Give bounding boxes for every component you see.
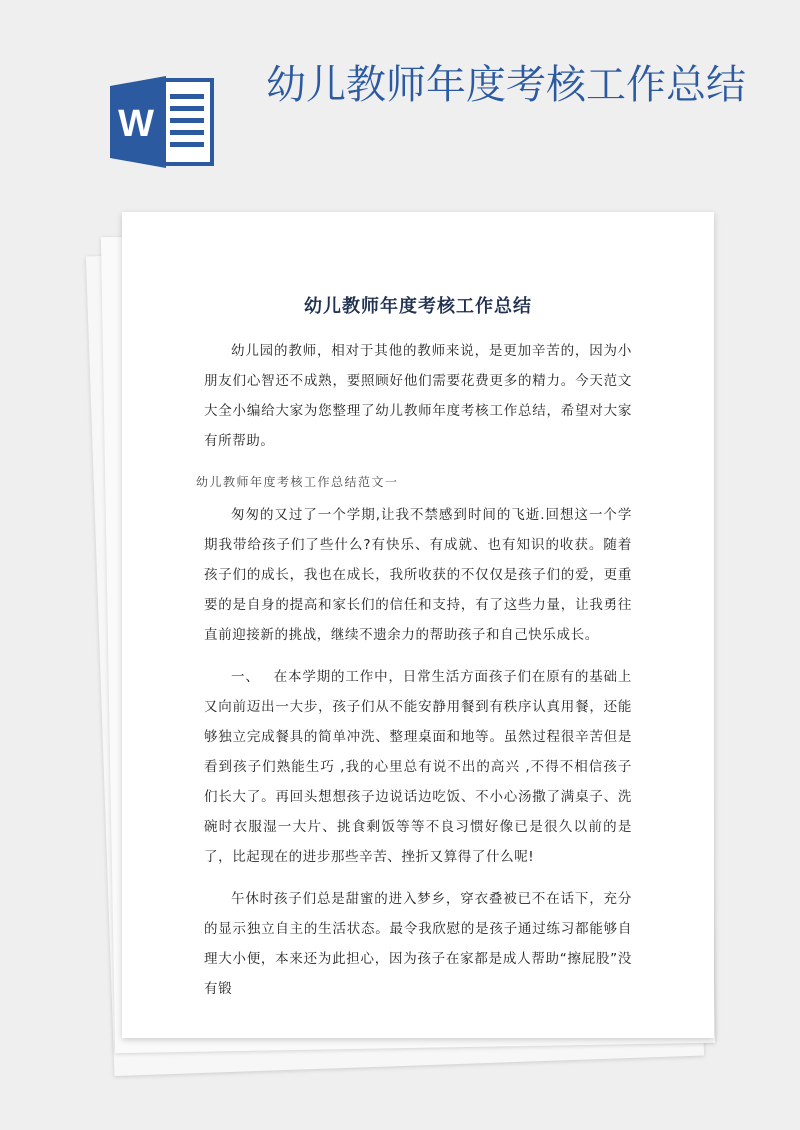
- document-heading: 幼儿教师年度考核工作总结: [266, 62, 746, 108]
- list-item-text: 在本学期的工作中，日常生活方面孩子们在原有的基础上又向前迈出一大步，孩子们从不能安静用餐到有秩序认真用餐，还能够独立完成餐具的简单冲洗、整理桌面和地等。虽然过程很辛苦但是看到孩子们熟能生巧 ,我的心里总有说不出的高兴 ,不得不相信孩子们长大了。再回头想想孩子边说话边吃饭、不小心汤撒了满桌子、洗碗时衣服湿一大片、挑食剩饭等等不良习惯好像已是很久以前的是了，比起现在的进步那些辛苦、挫折又算得了什么呢!: [204, 669, 632, 865]
- page-content: [196, 212, 632, 1016]
- intro-paragraph: 幼儿园的教师，相对于其他的教师来说，是更加辛苦的，因为小朋友们心智还不成熟，要照顾好他们需要花费更多的精力。今天范文大全小编给大家为您整理了幼儿教师年度考核工作总结，希望对大家有所帮助。: [204, 343, 632, 449]
- paragraph-1: 匆匆的又过了一个学期,让我不禁感到时间的飞逝.回想这一个学期我带给孩子们了些什么?有快乐、有成就、也有知识的收获。随着孩子们的成长，我也在成长，我所收获的不仅仅是孩子们的爱，更重要的是自身的提高和家长们的信任和支持，有了这些力量，让我勇往直前迎接新的挑战，继续不遗余力的帮助孩子和自己快乐成长。: [204, 507, 632, 643]
- document-page: [122, 212, 714, 1038]
- list-item-1: [204, 662, 632, 872]
- word-logo-letter: W: [118, 103, 154, 145]
- word-icon: [110, 76, 214, 168]
- section-heading: 幼儿教师年度考核工作总结范文一: [196, 475, 399, 489]
- page-title: 幼儿教师年度考核工作总结: [304, 296, 532, 317]
- paragraph-3: 午休时孩子们总是甜蜜的进入梦乡，穿衣叠被已不在话下，充分的显示独立自主的生活状态。最令我欣慰的是孩子通过练习都能够自理大小便，本来还为此担心，因为孩子在家都是成人帮助“擦屁股”没有锻: [204, 891, 632, 997]
- list-item-marker: 一、: [231, 669, 260, 685]
